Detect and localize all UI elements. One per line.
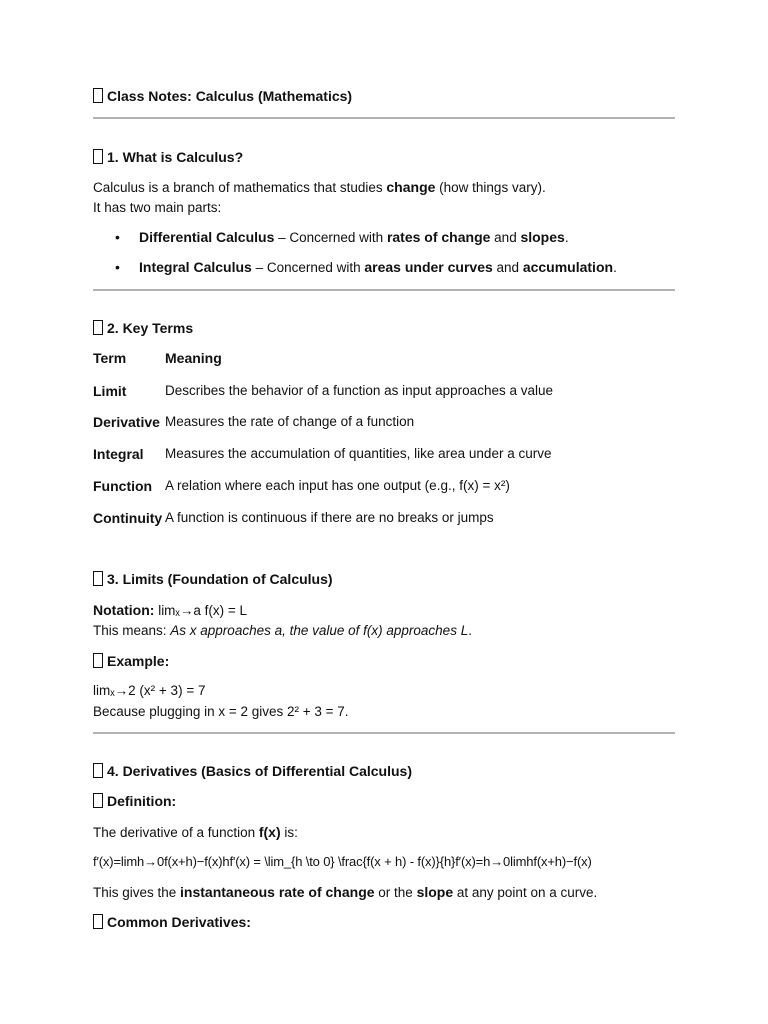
section-heading-1: 1. What is Calculus? — [93, 149, 243, 165]
table-row-meaning: Describes the behavior of a function as input approaches a value — [165, 383, 553, 398]
list-item-integral: Integral Calculus – Concerned with areas under curves and accumulation. — [139, 259, 617, 275]
section-heading-3: 3. Limits (Foundation of Calculus) — [93, 571, 333, 587]
intro-line-2: It has two main parts: — [93, 200, 222, 215]
example-explanation: Because plugging in x = 2 gives 2² + 3 = 7. — [93, 704, 349, 719]
table-header-meaning: Meaning — [165, 350, 222, 366]
table-row-term: Continuity — [93, 510, 163, 526]
table-row-meaning: A relation where each input has one output (e.g., f(x) = x²) — [165, 478, 510, 493]
table-row-meaning: A function is continuous if there are no breaks or jumps — [165, 510, 494, 525]
table-header-term: Term — [93, 350, 127, 366]
intro-paragraph: Calculus is a branch of mathematics that studies change (how things vary). — [93, 179, 546, 195]
key-icon — [93, 320, 103, 335]
derivative-icon — [93, 763, 103, 778]
example-heading: Example: — [93, 653, 169, 669]
question-icon — [93, 149, 103, 164]
table-row-term: Derivative — [93, 414, 160, 430]
notation-line: Notation: limₓ→a f(x) = L — [93, 602, 248, 618]
section-heading-4: 4. Derivatives (Basics of Differential Calculus) — [93, 763, 412, 779]
derivative-formula: f′(x)=limh→0f(x+h)−f(x)hf'(x) = \lim_{h \to 0} \frac{f(x + h) - f(x)}{h}f′(x)=h→0limhf(x+h)−f(x) — [93, 854, 592, 869]
example-equation: limₓ→2 (x² + 3) = 7 — [93, 683, 206, 698]
divider — [93, 732, 675, 734]
table-row-term: Limit — [93, 383, 127, 399]
definition-heading: Definition: — [93, 793, 176, 809]
table-row-term: Integral — [93, 446, 144, 462]
definition-text: The derivative of a function f(x) is: — [93, 824, 298, 840]
divider — [93, 117, 675, 119]
table-row-meaning: Measures the accumulation of quantities, like area under a curve — [165, 446, 552, 461]
common-derivatives-heading: Common Derivatives: — [93, 914, 251, 930]
bullet-dot: • — [115, 229, 120, 245]
table-row-meaning: Measures the rate of change of a function — [165, 414, 415, 429]
bullet-dot: • — [115, 259, 120, 275]
example-icon — [93, 653, 103, 668]
document-title: Class Notes: Calculus (Mathematics) — [93, 88, 352, 104]
divider — [93, 289, 675, 291]
notebook-icon — [93, 88, 103, 103]
list-item-differential: Differential Calculus – Concerned with rates of change and slopes. — [139, 229, 569, 245]
limits-icon — [93, 571, 103, 586]
list-icon — [93, 914, 103, 929]
notation-meaning: This means: As x approaches a, the value of f(x) approaches L. — [93, 623, 472, 638]
section-heading-2: 2. Key Terms — [93, 320, 193, 336]
table-row-term: Function — [93, 478, 153, 494]
definition-icon — [93, 793, 103, 808]
derivative-meaning: This gives the instantaneous rate of change or the slope at any point on a curve. — [93, 884, 598, 900]
